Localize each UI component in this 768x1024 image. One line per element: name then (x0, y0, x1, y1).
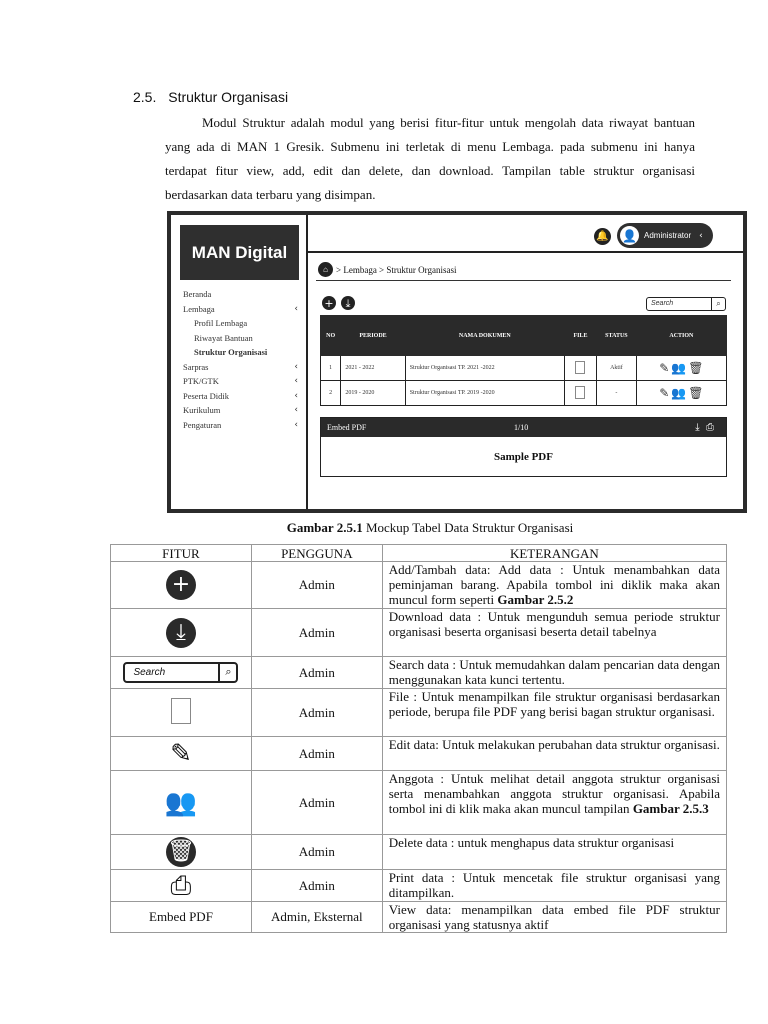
sidebar-item-label: Lembaga (183, 303, 215, 314)
user-cell: Admin (251, 689, 382, 737)
sidebar-item[interactable] (183, 345, 298, 360)
search-icon[interactable]: ⌕ (711, 297, 725, 310)
sidebar-item[interactable] (183, 331, 298, 346)
feature-cell (111, 902, 252, 933)
chevron-left-icon: ‹ (294, 390, 298, 401)
feature-table (110, 544, 727, 933)
sidebar-item-label: Pengaturan (183, 419, 222, 430)
description-text: Add/Tambah data: Add data : Untuk menambahkan data peminjaman barang. Apabila tombol ini diklik maka akan muncul form seperti (388, 562, 720, 607)
feature-row (111, 689, 727, 737)
cell-period: 2021 - 2022 (341, 356, 405, 381)
breadcrumb-divider (316, 280, 731, 281)
cell-file (564, 381, 596, 406)
sidebar-item[interactable] (183, 389, 298, 404)
column-header: STATUS (597, 316, 637, 356)
file-icon[interactable] (575, 361, 585, 374)
description-cell (382, 609, 726, 657)
header-divider (308, 251, 743, 253)
cell-status: - (597, 381, 637, 406)
user-cell: Admin (251, 609, 382, 657)
user-cell: Admin (251, 771, 382, 835)
bell-icon[interactable]: 🔔 (594, 228, 611, 245)
sidebar-item-label: Riwayat Bantuan (194, 332, 253, 343)
sidebar-item[interactable] (183, 360, 298, 375)
sidebar-item[interactable] (183, 418, 298, 433)
edit-icon[interactable]: ✎ (659, 361, 670, 375)
sidebar-item[interactable] (183, 287, 298, 302)
column-header: PENGGUNA (251, 545, 382, 562)
members-icon[interactable]: 👥 (671, 386, 687, 400)
print-icon[interactable]: ⎙ (170, 870, 192, 901)
feature-row (111, 609, 727, 657)
sidebar-item[interactable] (183, 316, 298, 331)
action-group (641, 361, 722, 375)
edit-icon[interactable]: ✎ (659, 386, 670, 400)
description-cell (382, 835, 726, 870)
chevron-left-icon: ‹ (294, 419, 298, 430)
feature-row (111, 737, 727, 771)
sidebar-item-label: Profil Lembaga (194, 318, 248, 328)
feature-row (111, 562, 727, 609)
column-header: FITUR (111, 545, 252, 562)
search-input[interactable] (646, 297, 726, 311)
embed-label: Embed PDF (327, 423, 367, 432)
home-icon[interactable]: ⌂ (318, 262, 333, 277)
add-icon[interactable]: + (322, 296, 336, 310)
mockup-main (308, 215, 743, 509)
chevron-left-icon: ‹ (294, 361, 298, 372)
description-cell (382, 657, 726, 689)
description-text: File : Untuk menampilkan file struktur organisasi berdasarkan periode, berupa file PDF yang berisi bagan struktur organisasi. (388, 689, 720, 719)
feature-cell (111, 657, 252, 689)
description-cell (382, 737, 726, 771)
cell-period: 2019 - 2020 (341, 381, 405, 406)
sidebar-item-label: Kurikulum (183, 405, 221, 415)
feature-text: Embed PDF (149, 909, 213, 924)
feature-row (111, 870, 727, 902)
figure-caption (0, 520, 768, 536)
feature-cell (111, 562, 252, 609)
embed-pdf-panel (320, 417, 727, 477)
section-number: 2.5. (133, 89, 157, 105)
app-logo: MAN Digital (180, 225, 299, 280)
chevron-left-icon: ‹ (699, 230, 703, 241)
feature-row (111, 902, 727, 933)
cell-action (636, 356, 726, 381)
cell-status: Aktif (597, 356, 637, 381)
sidebar-item-label: Peserta Didik (183, 390, 230, 401)
file-icon[interactable] (171, 698, 191, 724)
description-text: Delete data : untuk menghapus data struktur organisasi (388, 835, 675, 850)
user-menu[interactable] (617, 223, 713, 248)
feature-cell (111, 835, 252, 870)
column-header: FILE (564, 316, 596, 356)
feature-row (111, 657, 727, 689)
user-cell: Admin (251, 657, 382, 689)
feature-cell (111, 689, 252, 737)
description-cell (382, 562, 726, 609)
cell-action (636, 381, 726, 406)
cell-document: Struktur Organisasi TP. 2019 -2020 (405, 381, 564, 406)
print-icon[interactable]: ⎙ (706, 422, 714, 433)
avatar-icon: 👤 (620, 226, 639, 245)
description-cell (382, 902, 726, 933)
search-placeholder: Search (133, 667, 166, 678)
delete-icon[interactable]: 🗑 (688, 361, 704, 375)
mockup-sidebar (171, 215, 308, 509)
download-icon[interactable]: ⤓ (166, 618, 196, 648)
cell-document: Struktur Organisasi TP. 2021 -2022 (405, 356, 564, 381)
delete-icon[interactable]: 🗑 (688, 386, 704, 400)
description-ref: Gambar 2.5.2 (497, 592, 574, 607)
section-heading (133, 89, 288, 105)
structure-table (320, 315, 727, 406)
description-text: View data: menampilkan data embed file PDF struktur organisasi yang statusnya aktif (388, 902, 720, 932)
chevron-left-icon: ‹ (294, 303, 298, 314)
caption-number: Gambar 2.5.1 (286, 520, 363, 535)
sidebar-menu (183, 287, 298, 432)
description-text: Search data : Untuk memudahkan dalam pencarian data dengan menggunakan kata kunci tertentu. (388, 657, 720, 687)
section-title: Struktur Organisasi (168, 89, 289, 105)
add-icon[interactable]: + (166, 570, 196, 600)
user-cell: Admin (251, 562, 382, 609)
members-icon[interactable]: 👥 (164, 787, 198, 818)
description-ref: Gambar 2.5.3 (632, 801, 709, 816)
description-text: Anggota : Untuk melihat detail anggota struktur organisasi serta menambahkan anggota struktur organisasi. Apabila tombol ini di klik maka akan muncul tampilan (388, 771, 720, 816)
members-icon[interactable]: 👥 (671, 361, 687, 375)
description-cell (382, 689, 726, 737)
description-text: Download data : Untuk mengunduh semua periode struktur organisasi beserta organisasi beserta detail tabelnya (388, 609, 720, 639)
sidebar-item-label: PTK/GTK (183, 376, 219, 386)
search-placeholder: Search (651, 300, 674, 307)
table-row (321, 381, 727, 406)
description-cell (382, 870, 726, 902)
search-input[interactable] (123, 662, 238, 683)
feature-cell (111, 609, 252, 657)
delete-icon[interactable]: 🗑 (166, 837, 196, 867)
column-header: NAMA DOKUMEN (405, 316, 564, 356)
embed-body: Sample PDF (494, 450, 553, 463)
cell-file (564, 356, 596, 381)
search-icon[interactable]: ⌕ (218, 664, 236, 681)
feature-row (111, 835, 727, 870)
page-indicator: 1/10 (514, 423, 529, 432)
mockup-frame (167, 211, 747, 513)
sidebar-item-label: Beranda (183, 289, 212, 299)
section-paragraph (165, 111, 695, 207)
sidebar-item-label: Sarpras (183, 361, 209, 372)
feature-row (111, 771, 727, 835)
sidebar-item[interactable] (183, 403, 298, 418)
user-cell: Admin (251, 870, 382, 902)
download-icon[interactable]: ⤓ (695, 422, 700, 433)
column-header: PERIODE (341, 316, 405, 356)
table-row (321, 356, 727, 381)
description-cell (382, 771, 726, 835)
embed-toolbar (321, 418, 726, 437)
edit-icon[interactable]: ✎ (170, 738, 192, 769)
caption-text: Mockup Tabel Data Struktur Organisasi (362, 520, 574, 535)
sidebar-item[interactable] (183, 374, 298, 389)
download-icon[interactable]: ⤓ (341, 296, 355, 310)
feature-cell (111, 737, 252, 771)
sidebar-item[interactable] (183, 302, 298, 317)
column-header: KETERANGAN (382, 545, 726, 562)
column-header: ACTION (636, 316, 726, 356)
description-text: Edit data: Untuk melakukan perubahan data struktur organisasi. (388, 737, 720, 752)
user-name: Administrator (644, 231, 692, 240)
chevron-left-icon: ‹ (294, 376, 298, 386)
user-cell: Admin, Eksternal (251, 902, 382, 933)
feature-cell (111, 771, 252, 835)
column-header: NO (321, 316, 341, 356)
cell-no: 1 (321, 356, 341, 381)
user-cell: Admin (251, 737, 382, 771)
user-cell: Admin (251, 835, 382, 870)
breadcrumb-text: > Lembaga > Struktur Organisasi (336, 264, 457, 275)
toolbar-icons (695, 422, 714, 433)
breadcrumb (318, 262, 456, 277)
feature-cell (111, 870, 252, 902)
chevron-left-icon: ‹ (294, 405, 298, 415)
description-text: Print data : Untuk mencetak file struktur organisasi yang ditampilkan. (388, 870, 720, 900)
file-icon[interactable] (575, 386, 585, 399)
sidebar-item-label: Struktur Organisasi (194, 347, 268, 357)
paragraph-text: Modul Struktur adalah modul yang berisi fitur-fitur untuk mengolah data riwayat bantuan yang ada di MAN 1 Gresik. Submenu ini terletak di menu Lembaga. pada submenu ini hanya terdapat fitur view, add, edit dan delete, dan download. Tampilan table struktur organisasi berdasarkan data terbaru yang disimpan. (165, 115, 695, 202)
cell-no: 2 (321, 381, 341, 406)
action-group (641, 386, 722, 400)
